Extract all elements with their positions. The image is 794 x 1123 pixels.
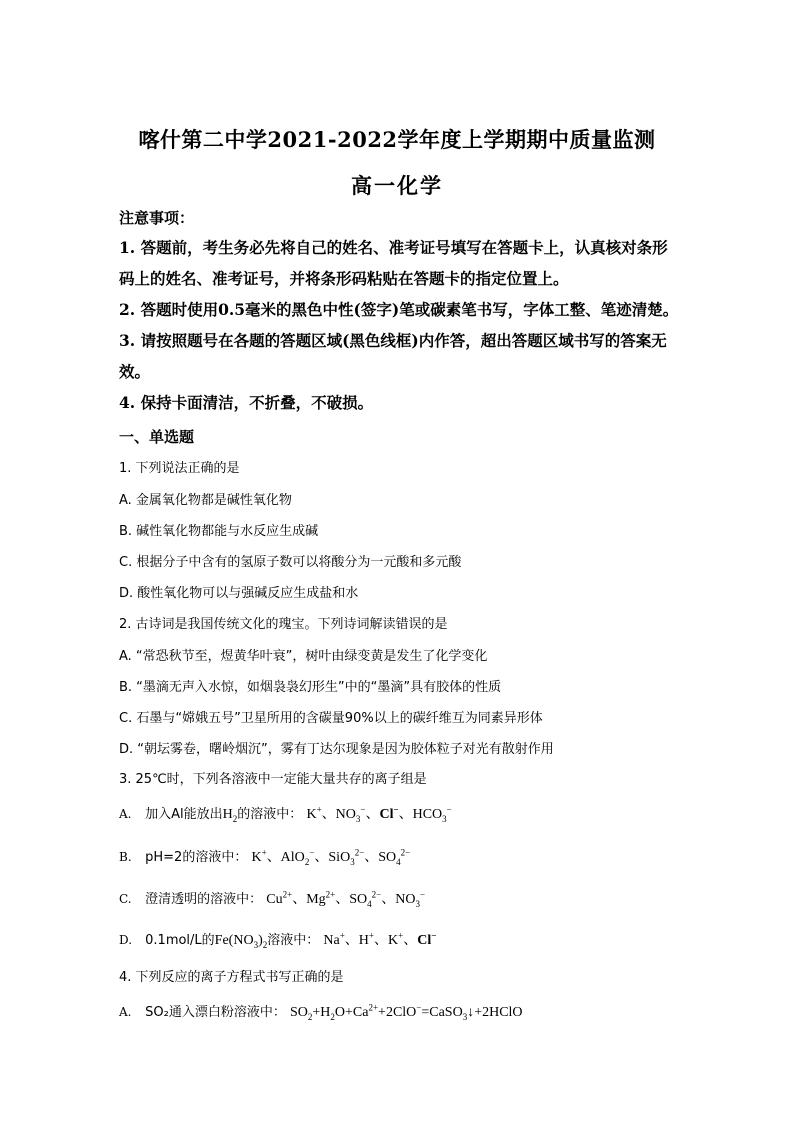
ion-list: K+、$NO_3^-$、Cl−、$HCO_3^-$ <box>306 804 452 824</box>
ion-list: K+、AlO$_2$−、SiO$_3^{2-}$、$SO_4^{2-}$ <box>251 847 411 867</box>
subject-title: 高一化学 <box>351 173 443 198</box>
option-text-mid: 的溶液中： <box>237 807 303 822</box>
option-letter: C. <box>119 892 132 906</box>
formula-fe-no3-2: $Fe(NO_3)_2$ <box>214 933 268 950</box>
question-1-option-c: C. 根据分子中含有的氢原子数可以将酸分为一元酸和多元酸 <box>119 555 462 570</box>
question-2-option-c: C. 石墨与“嫦娥五号”卫星所用的含碳量90%以上的碳纤维互为同素异形体 <box>119 711 543 726</box>
page-title: 喀什第二中学2021-2022学年度上学期期中质量监测 <box>138 127 656 152</box>
question-3-option-a <box>119 803 699 824</box>
option-letter: B. <box>119 850 132 864</box>
question-1-stem: 1. 下列说法正确的是 <box>119 461 240 476</box>
option-letter: A. <box>119 807 132 821</box>
question-2-option-b: B. “墨滴无声入水惊，如烟袅袅幻形生”中的“墨滴”具有胶体的性质 <box>119 680 502 695</box>
note-item-1: 1. 答题前，考生务必先将自己的姓名、准考证号填写在答题卡上，认真核对条形码上的姓名、准考证号，并将条形码粘贴在答题卡的指定位置上。 <box>119 238 668 288</box>
question-4-option-a <box>119 1001 699 1022</box>
option-text: SO₂通入漂白粉溶液中： <box>145 1005 286 1020</box>
question-1-option-b: B. 碱性氧化物都能与水反应生成碱 <box>119 524 319 539</box>
question-1-option-a: A. 金属氧化物都是碱性氧化物 <box>119 493 292 508</box>
ionic-equation: $SO_2+H_2O+Ca^{2+}+2ClO^-=CaSO_3↓+2HClO$ <box>289 1002 523 1022</box>
question-3-option-c <box>119 888 699 909</box>
option-letter: D. <box>119 933 133 947</box>
note-item-3: 3. 请按照题号在各题的答题区域(黑色线框)内作答，超出答题区域书写的答案无效。 <box>119 331 667 381</box>
question-2-option-d: D. “朝坛雾卷，曙岭烟沉”，雾有丁达尔现象是因为胶体粒子对光有散射作用 <box>119 742 554 757</box>
question-3-stem: 3. 25℃时，下列各溶液中一定能大量共存的离子组是 <box>119 772 427 787</box>
section-heading: 一、单选题 <box>119 428 195 446</box>
question-2-stem: 2. 古诗词是我国传统文化的瑰宝。下列诗词解读错误的是 <box>119 617 448 632</box>
question-3-option-d <box>119 929 699 950</box>
note-item-4: 4. 保持卡面清洁，不折叠，不破损。 <box>119 393 374 412</box>
question-1-option-d: D. 酸性氧化物可以与强碱反应生成盐和水 <box>119 586 359 601</box>
question-2-option-a: A. “常恐秋节至，煜黄华叶衰”，树叶由绿变黄是发生了化学变化 <box>119 649 488 664</box>
ion-list: $Cu^{2+}$、$Mg^{2+}$、$SO_4^{2-}$、$NO_3^-$ <box>266 889 426 909</box>
question-4-stem: 4. 下列反应的离子方程式书写正确的是 <box>119 970 344 985</box>
formula-h2: $H_2$ <box>222 807 238 824</box>
option-text: 加入Al能放出 <box>145 807 223 822</box>
option-text-mid: 溶液中： <box>267 933 320 948</box>
question-3-option-b <box>119 846 699 867</box>
note-item-2: 2. 答题时使用0.5毫米的黑色中性(签字)笔或碳素笔书写，字体工整、笔迹清楚。 <box>119 300 679 319</box>
ion-list: Na+、H+、K+、Cl− <box>323 930 437 948</box>
option-text: 澄清透明的溶液中： <box>145 892 263 907</box>
option-letter: A. <box>119 1005 132 1019</box>
notes-heading: 注意事项： <box>119 209 195 227</box>
option-text: pH=2的溶液中： <box>145 850 248 865</box>
option-text: 0.1mol/L的 <box>145 933 215 948</box>
